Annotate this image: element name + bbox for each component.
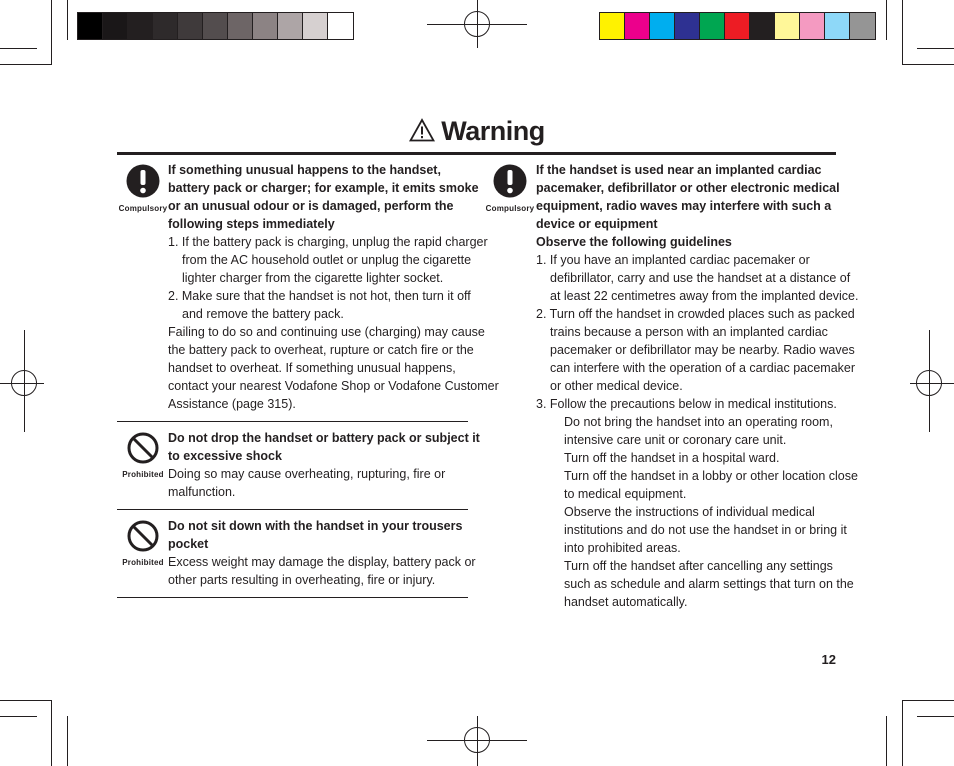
section-body-line: or other medical device. — [550, 379, 683, 393]
color-swatch — [328, 13, 353, 39]
section-body-line: Assistance (page 315). — [168, 397, 296, 411]
crop-mark — [67, 0, 68, 40]
section-heading-line: pacemaker, defibrillator or other electronic medical — [536, 181, 840, 195]
color-swatch — [700, 13, 725, 39]
section-body-line: pacemaker or defibrillator may be nearby. Radio waves — [550, 343, 855, 357]
compulsory-badge — [484, 164, 536, 213]
section-body-line: defibrillator, carry and use the handset at a distance of — [550, 271, 851, 285]
color-swatch — [625, 13, 650, 39]
color-swatch — [725, 13, 750, 39]
section-body-line: handset automatically. — [564, 595, 688, 609]
section-body-line: 3. Follow the precautions below in medical institutions. — [536, 397, 837, 411]
section-body-line: contact your nearest Vodafone Shop or Vodafone Customer — [168, 379, 499, 393]
warning-section — [536, 161, 859, 611]
section-body-line: and remove the battery pack. — [182, 307, 344, 321]
prohibited-icon — [127, 520, 159, 552]
section-body-line: Excess weight may damage the display, battery pack or — [168, 555, 476, 569]
crop-mark — [917, 716, 954, 717]
crop-mark — [0, 716, 37, 717]
compulsory-icon — [493, 164, 527, 198]
color-swatch — [600, 13, 625, 39]
section-body-line: into prohibited areas. — [564, 541, 681, 555]
color-swatch — [153, 13, 178, 39]
section-body-line: Turn off the handset after cancelling any settings — [564, 559, 833, 573]
prohibited-badge — [117, 520, 169, 567]
crop-mark — [902, 700, 903, 766]
color-swatch — [103, 13, 128, 39]
crop-mark — [0, 48, 37, 49]
color-swatch — [178, 13, 203, 39]
section-heading-line: Do not drop the handset or battery pack or subject it — [168, 431, 480, 445]
section-body-line: Turn off the handset in a lobby or other location close — [564, 469, 858, 483]
compulsory-badge — [117, 164, 169, 213]
section-heading-line: If something unusual happens to the handset, — [168, 163, 441, 177]
color-swatch — [128, 13, 153, 39]
section-divider — [117, 421, 468, 422]
section-heading-line: equipment, radio waves may interfere with such a — [536, 199, 832, 213]
crop-mark — [0, 700, 52, 701]
section-heading-line: or an unusual odour or is damaged, perform the — [168, 199, 454, 213]
section-body-line: Do not bring the handset into an operating room, — [564, 415, 833, 429]
title-rule — [117, 152, 836, 155]
compulsory-icon — [126, 164, 160, 198]
crop-mark — [67, 716, 68, 766]
section-body-line: handset to overheat. If something unusual happens, — [168, 361, 456, 375]
color-swatch — [203, 13, 228, 39]
section-body-line: institutions and do not use the handset in or bring it — [564, 523, 847, 537]
section-heading-line: device or equipment — [536, 217, 658, 231]
crop-mark — [886, 716, 887, 766]
prohibited-badge — [117, 432, 169, 479]
section-divider — [117, 597, 468, 598]
page-title — [0, 116, 954, 149]
gray-color-bar — [77, 12, 354, 40]
crop-mark — [902, 64, 954, 65]
section-body-line: to medical equipment. — [564, 487, 687, 501]
section-heading-line: pocket — [168, 537, 209, 551]
warning-section — [168, 517, 476, 589]
crop-mark — [51, 0, 52, 65]
section-body-line: from the AC household outlet or unplug the cigarette — [182, 253, 472, 267]
section-body-line: Turn off the handset in a hospital ward. — [564, 451, 780, 465]
warning-section — [168, 429, 480, 501]
section-body-line: lighter charger from the cigarette lighter socket. — [182, 271, 444, 285]
section-heading-line: If the handset is used near an implanted cardiac — [536, 163, 822, 177]
section-body-line: can interfere with the operation of a cardiac pacemaker — [550, 361, 856, 375]
prohibited-icon — [127, 432, 159, 464]
color-swatch — [303, 13, 328, 39]
color-swatch — [750, 13, 775, 39]
color-swatch — [775, 13, 800, 39]
section-heading-line: Observe the following guidelines — [536, 235, 732, 249]
section-body-line: 2. Make sure that the handset is not hot, then turn it off — [168, 289, 471, 303]
warning-triangle-icon — [409, 118, 435, 149]
section-body-line: other parts resulting in overheating, fire or injury. — [168, 573, 436, 587]
color-swatch — [675, 13, 700, 39]
icon-label: Compulsory — [485, 204, 535, 213]
color-swatch — [650, 13, 675, 39]
color-swatch — [800, 13, 825, 39]
section-body-line: 2. Turn off the handset in crowded places such as packed — [536, 307, 855, 321]
crop-mark — [886, 0, 887, 40]
section-body-line: intensive care unit or coronary care unit. — [564, 433, 787, 447]
section-heading-line: Do not sit down with the handset in your trousers — [168, 519, 463, 533]
color-swatch — [253, 13, 278, 39]
process-color-bar — [599, 12, 876, 40]
section-body-line: such as schedule and alarm settings that turn on the — [564, 577, 854, 591]
icon-label: Compulsory — [118, 204, 168, 213]
title-text: Warning — [441, 116, 545, 146]
crop-mark — [0, 64, 52, 65]
icon-label: Prohibited — [122, 558, 164, 567]
section-heading-line: following steps immediately — [168, 217, 335, 231]
section-body-line: Observe the instructions of individual medical — [564, 505, 815, 519]
warning-section — [168, 161, 499, 413]
color-swatch — [228, 13, 253, 39]
color-swatch — [278, 13, 303, 39]
color-swatch — [78, 13, 103, 39]
section-body-line: Doing so may cause overheating, rupturing, fire or — [168, 467, 446, 481]
icon-label: Prohibited — [122, 470, 164, 479]
section-body-line: trains because a person with an implanted cardiac — [550, 325, 828, 339]
section-heading-line: battery pack or charger; for example, it emits smoke — [168, 181, 479, 195]
crop-mark — [902, 700, 954, 701]
section-body-line: malfunction. — [168, 485, 236, 499]
section-divider — [117, 509, 468, 510]
color-swatch — [825, 13, 850, 39]
crop-mark — [902, 0, 903, 65]
crop-mark — [51, 700, 52, 766]
section-body-line: at least 22 centimetres away from the implanted device. — [550, 289, 859, 303]
section-body-line: the battery pack to overheat, rupture or catch fire or the — [168, 343, 474, 357]
section-heading-line: to excessive shock — [168, 449, 282, 463]
crop-mark — [917, 48, 954, 49]
section-body-line: 1. If the battery pack is charging, unplug the rapid charger — [168, 235, 488, 249]
page-number: 12 — [821, 652, 836, 667]
color-swatch — [850, 13, 875, 39]
section-body-line: Failing to do so and continuing use (charging) may cause — [168, 325, 485, 339]
section-body-line: 1. If you have an implanted cardiac pacemaker or — [536, 253, 810, 267]
